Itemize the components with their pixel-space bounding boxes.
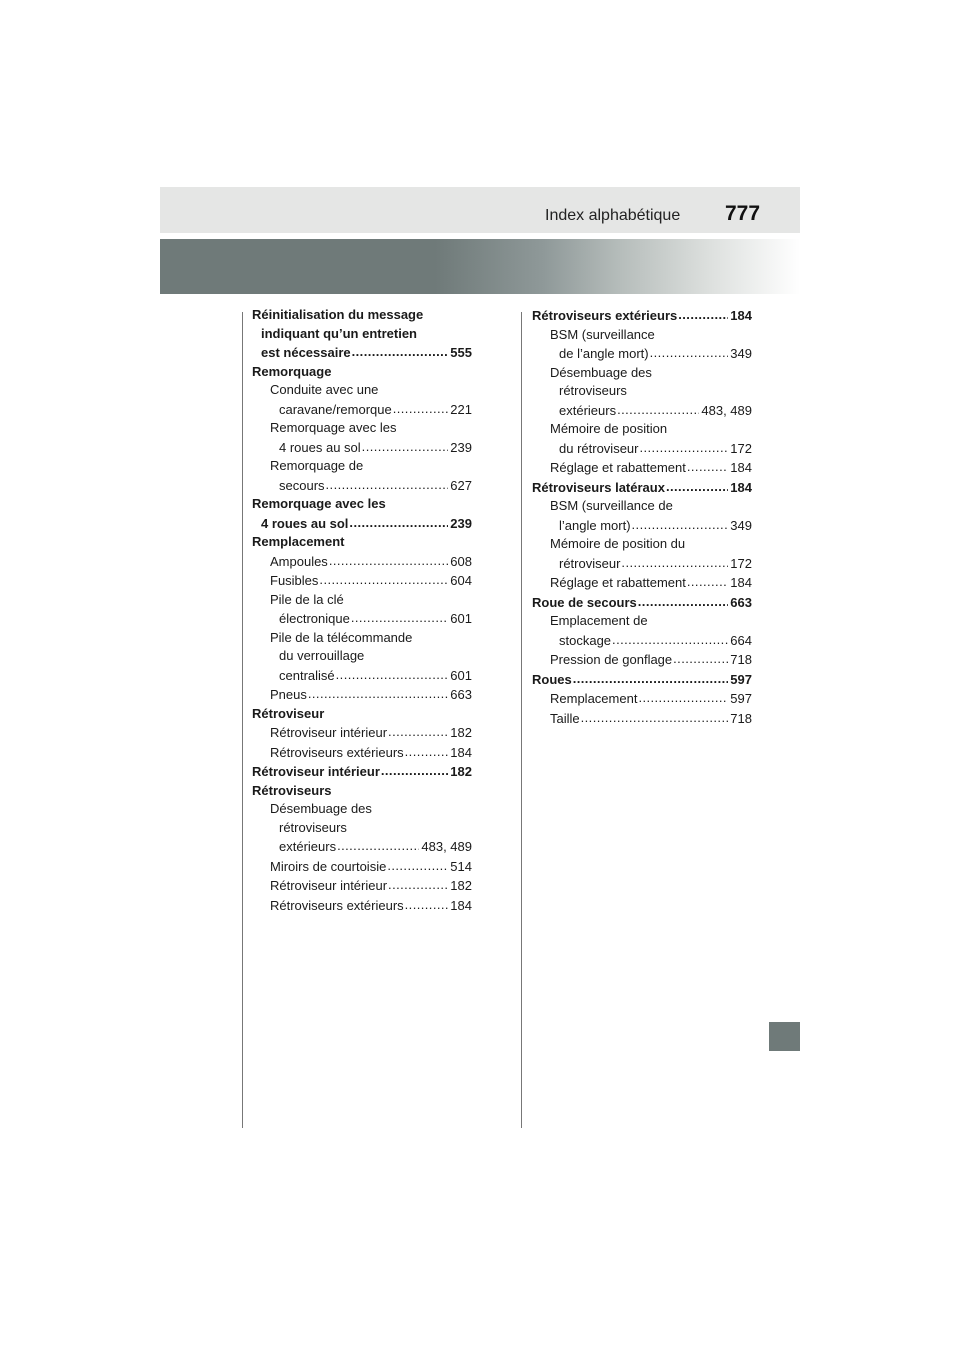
index-page-ref: 663 bbox=[450, 687, 472, 702]
index-heading bbox=[252, 762, 472, 782]
dot-leader bbox=[639, 439, 728, 453]
index-page-ref: 184 bbox=[730, 479, 752, 495]
index-page-ref: 555 bbox=[450, 345, 472, 360]
index-subentry bbox=[252, 571, 472, 591]
dot-leader bbox=[405, 743, 449, 757]
index-page-ref: 718 bbox=[730, 710, 752, 726]
index-entry-text: est nécessaire bbox=[261, 345, 351, 360]
index-page-ref: 604 bbox=[450, 573, 472, 588]
index-entry-text: Roues bbox=[532, 671, 572, 687]
index-subentry bbox=[252, 857, 472, 877]
index-subentry bbox=[532, 612, 752, 650]
index-entry-text: BSM (surveillance de bbox=[550, 498, 673, 513]
index-entry-text: Rétroviseur bbox=[252, 705, 325, 721]
index-entry-text: Rétroviseurs extérieurs bbox=[270, 744, 404, 760]
header-band bbox=[160, 187, 800, 233]
dot-leader bbox=[687, 458, 728, 472]
dot-leader bbox=[612, 631, 728, 645]
index-entry-text: Remorquage avec les bbox=[270, 420, 397, 435]
index-page-ref: 184 bbox=[730, 575, 752, 590]
dot-leader bbox=[666, 478, 728, 492]
index-subentry bbox=[252, 896, 472, 916]
dot-leader bbox=[349, 514, 448, 528]
index-subentry bbox=[532, 535, 752, 573]
index-heading bbox=[532, 670, 752, 690]
index-entry-text: Désembuage des bbox=[550, 364, 652, 380]
dot-leader bbox=[621, 554, 728, 568]
dot-leader bbox=[388, 876, 448, 890]
index-entry-text: Ampoules bbox=[270, 553, 328, 569]
index-entry-text: Rétroviseur intérieur bbox=[270, 725, 388, 740]
index-entry-text: BSM (surveillance bbox=[550, 326, 655, 342]
index-entry-text: Taille bbox=[550, 710, 580, 726]
index-entry-text: Miroirs de courtoisie bbox=[270, 858, 387, 874]
index-entry-text: Mémoire de position du bbox=[550, 536, 686, 551]
header-gradient-bar bbox=[160, 239, 800, 294]
index-entry-text: 4 roues au sol bbox=[261, 515, 349, 531]
dot-leader bbox=[405, 896, 449, 910]
index-entry-text: Rétroviseur intérieur bbox=[270, 878, 388, 893]
index-page-ref: 184 bbox=[730, 460, 752, 475]
dot-leader bbox=[362, 438, 449, 452]
thumb-index-tab bbox=[769, 1022, 800, 1051]
index-entry-text: Rétroviseurs bbox=[252, 782, 332, 798]
index-page-ref: 627 bbox=[450, 477, 472, 493]
index-entry-text: Conduite avec une bbox=[270, 382, 379, 397]
index-subentry bbox=[532, 573, 752, 593]
index-subentry bbox=[532, 364, 752, 421]
index-page-ref: 597 bbox=[730, 691, 752, 706]
index-subentry bbox=[532, 497, 752, 535]
index-page-ref: 221 bbox=[450, 401, 472, 417]
index-page-ref: 184 bbox=[730, 308, 752, 323]
index-entry-text: stockage bbox=[559, 632, 612, 648]
index-entry-text: Roue de secours bbox=[532, 594, 637, 610]
index-heading bbox=[532, 306, 752, 326]
index-subentry bbox=[252, 457, 472, 495]
index-entry-text: de l’angle mort) bbox=[559, 346, 649, 361]
index-heading bbox=[532, 478, 752, 498]
index-page-ref: 182 bbox=[450, 725, 472, 740]
dot-leader bbox=[337, 837, 419, 851]
dot-leader bbox=[687, 573, 728, 587]
index-subentry bbox=[532, 420, 752, 458]
index-entry-text: Rétroviseur intérieur bbox=[252, 764, 380, 779]
index-entry-text: extérieurs bbox=[559, 402, 617, 418]
index-subentry bbox=[252, 876, 472, 896]
index-page-ref: 664 bbox=[730, 632, 752, 648]
index-page-ref: 184 bbox=[450, 897, 472, 913]
index-entry-text: du verrouillage bbox=[279, 648, 365, 663]
column-rule-middle bbox=[521, 312, 522, 1128]
dot-leader bbox=[352, 343, 449, 357]
page-number: 777 bbox=[725, 202, 761, 225]
section-title: Index alphabétique bbox=[545, 207, 681, 224]
index-page-ref: 184 bbox=[450, 744, 472, 760]
index-subentry bbox=[252, 381, 472, 419]
index-entry-text: Rétroviseurs extérieurs bbox=[270, 897, 404, 913]
index-heading bbox=[532, 593, 752, 613]
index-entry-text: secours bbox=[279, 477, 325, 493]
index-page-ref: 182 bbox=[450, 764, 472, 779]
index-entry-text: l’angle mort) bbox=[559, 517, 631, 533]
index-page-ref: 172 bbox=[730, 555, 752, 571]
dot-leader bbox=[638, 689, 728, 703]
dot-leader bbox=[678, 306, 728, 320]
dot-leader bbox=[573, 670, 729, 684]
index-entry-text: centralisé bbox=[279, 667, 335, 683]
dot-leader bbox=[381, 762, 448, 776]
index-subentry bbox=[532, 709, 752, 729]
index-subentry bbox=[252, 629, 472, 686]
index-page-ref: 172 bbox=[730, 440, 752, 456]
index-entry-text: rétroviseur bbox=[559, 555, 621, 571]
index-entry-text: Emplacement de bbox=[550, 613, 648, 628]
index-subentry bbox=[252, 685, 472, 705]
dot-leader bbox=[393, 400, 449, 414]
index-page-ref: 608 bbox=[450, 553, 472, 569]
index-page-ref: 601 bbox=[450, 667, 472, 683]
dot-leader bbox=[308, 685, 448, 699]
index-page-ref: 239 bbox=[450, 515, 472, 531]
index-entry-text: Remorquage bbox=[252, 363, 332, 379]
index-entry-text: Remorquage avec les bbox=[252, 496, 386, 511]
index-entry-text: Rétroviseurs extérieurs bbox=[532, 308, 678, 323]
column-rule-left bbox=[242, 312, 243, 1128]
index-entry-text: rétroviseurs bbox=[559, 383, 627, 398]
index-page-ref: 601 bbox=[450, 611, 472, 626]
index-page-ref: 349 bbox=[730, 517, 752, 533]
index-entry-text: extérieurs bbox=[279, 839, 337, 854]
index-page-ref: 663 bbox=[730, 594, 752, 610]
index-subentry bbox=[252, 419, 472, 457]
index-subentry bbox=[252, 591, 472, 629]
dot-leader bbox=[581, 709, 729, 723]
index-entry-text: Réglage et rabattement bbox=[550, 575, 686, 590]
index-page-ref: 182 bbox=[450, 878, 472, 893]
index-entry-text: Remplacement bbox=[252, 534, 345, 549]
index-entry-text: Mémoire de position bbox=[550, 421, 668, 436]
index-heading bbox=[252, 533, 472, 552]
index-entry-text: rétroviseurs bbox=[279, 819, 347, 835]
index-page-ref: 239 bbox=[450, 439, 472, 455]
index-subentry bbox=[252, 800, 472, 857]
index-entry-text: Rétroviseurs latéraux bbox=[532, 479, 665, 495]
index-entry-text: Désembuage des bbox=[270, 801, 372, 816]
index-subentry bbox=[532, 458, 752, 478]
index-page-ref: 718 bbox=[730, 652, 752, 667]
dot-leader bbox=[617, 401, 699, 415]
dot-leader bbox=[650, 344, 729, 358]
index-entry-text: Fusibles bbox=[270, 573, 319, 588]
index-entry-text: Pneus bbox=[270, 687, 307, 702]
index-heading bbox=[252, 705, 472, 724]
index-heading bbox=[252, 495, 472, 533]
index-entry-text: Remorquage de bbox=[270, 458, 364, 473]
index-entry-text: indiquant qu’un entretien bbox=[261, 325, 417, 341]
index-subentry bbox=[252, 723, 472, 743]
index-page-ref: 349 bbox=[730, 346, 752, 361]
dot-leader bbox=[387, 857, 448, 871]
index-heading bbox=[252, 363, 472, 382]
index-entry-text: Pression de gonflage bbox=[550, 652, 673, 667]
dot-leader bbox=[673, 650, 728, 664]
index-entry-text: caravane/remorque bbox=[279, 401, 392, 417]
index-entry-text: Réinitialisation du message bbox=[252, 307, 424, 322]
dot-leader bbox=[632, 516, 729, 530]
index-entry-text: Remplacement bbox=[550, 691, 638, 706]
dot-leader bbox=[351, 609, 448, 623]
index-subentry bbox=[532, 326, 752, 364]
index-entry-text: Réglage et rabattement bbox=[550, 460, 686, 475]
index-heading bbox=[252, 782, 472, 801]
dot-leader bbox=[638, 593, 729, 607]
index-page-ref: 483, 489 bbox=[421, 839, 472, 854]
index-subentry bbox=[252, 743, 472, 763]
dot-leader bbox=[326, 476, 449, 490]
dot-leader bbox=[388, 723, 448, 737]
index-page-ref: 514 bbox=[450, 858, 472, 874]
index-entry-text: électronique bbox=[279, 611, 350, 626]
index-entry-text: 4 roues au sol bbox=[279, 439, 361, 455]
index-column-1 bbox=[252, 306, 472, 915]
index-subentry bbox=[532, 650, 752, 670]
index-entry-text: Pile de la télécommande bbox=[270, 629, 413, 645]
index-subentry bbox=[252, 552, 472, 572]
index-entry-text: Pile de la clé bbox=[270, 591, 344, 607]
index-entry-text: du rétroviseur bbox=[559, 440, 639, 456]
index-column-2 bbox=[532, 306, 752, 728]
index-page-ref: 483, 489 bbox=[701, 402, 752, 418]
index-page-ref: 597 bbox=[730, 671, 752, 687]
dot-leader bbox=[329, 552, 448, 566]
index-heading bbox=[252, 306, 472, 363]
dot-leader bbox=[319, 571, 448, 585]
index-subentry bbox=[532, 689, 752, 709]
dot-leader bbox=[336, 666, 449, 680]
